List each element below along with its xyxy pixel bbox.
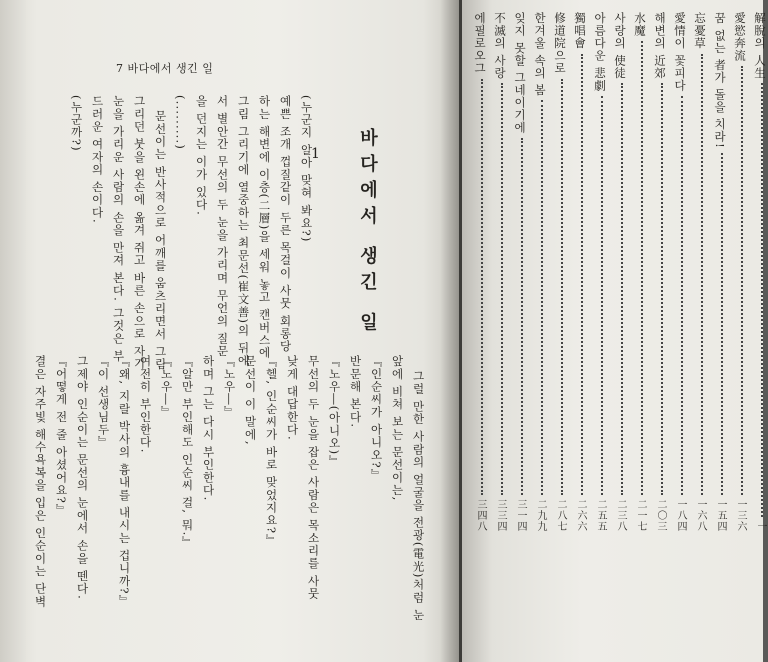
toc-entry bbox=[712, 12, 728, 532]
toc-entry-title: 사랑의 使徒 bbox=[613, 12, 627, 80]
toc-dot-leader bbox=[517, 138, 523, 495]
body-line: 여전히 부인한다. bbox=[138, 355, 153, 454]
chapter-title: 바다에서 생긴 일 bbox=[357, 128, 378, 339]
toc-entry-title: 不滅의 사랑 bbox=[493, 12, 507, 80]
toc-entry bbox=[612, 12, 628, 532]
body-line: 하는 해변에 이층(二層)을 세워 놓고 캔버스에 bbox=[257, 95, 272, 360]
toc-entry-title: 아름다운 悲劇 bbox=[593, 12, 607, 92]
toc-entry-title: 해변의 近郊 bbox=[653, 12, 667, 80]
body-line: 반문해 본다. bbox=[348, 355, 363, 429]
toc-entry-page: 二三八 bbox=[615, 499, 626, 532]
toc-dot-leader bbox=[717, 153, 723, 495]
body-line: 『노우―』 bbox=[159, 355, 174, 419]
toc-dot-leader bbox=[757, 83, 763, 517]
toc-dot-leader bbox=[477, 79, 483, 496]
body-line: 예쁜 조개 껍질같이 두른 목걸이 사뭇 회롱당 bbox=[278, 95, 293, 353]
toc-entry-page: 二一七 bbox=[635, 499, 646, 532]
toc-entry bbox=[472, 12, 488, 532]
toc-entry-title: 에필로오그 bbox=[473, 12, 487, 75]
body-line: 『인순씨가 아니오?』 bbox=[369, 355, 384, 482]
toc-entry-title: 愛情이 꽃피다 bbox=[673, 12, 687, 92]
body-line: 결은 자주빛 해수욕복을 입은 인순이는 단벽 bbox=[33, 355, 48, 608]
toc-entry-page: 三一四 bbox=[515, 499, 526, 532]
toc-entry-page: 一五四 bbox=[715, 499, 726, 532]
body-line: 그제야 인순이는 문선의 눈에서 손을 뗀다. bbox=[75, 355, 90, 601]
toc-entry bbox=[492, 12, 508, 532]
toc-entry-title: 獨唱會 bbox=[573, 12, 587, 50]
toc-entry-page: 二〇三 bbox=[655, 499, 666, 532]
body-line: 드러운 여자의 손이다. bbox=[90, 95, 105, 224]
running-head: 7 바다에서 생긴 일 bbox=[116, 62, 214, 75]
toc-dot-leader bbox=[577, 54, 583, 496]
toc-entry-title: 水魔 bbox=[633, 12, 647, 37]
toc-entry bbox=[752, 12, 768, 532]
body-line: 『어떻게 전 줄 아셨어요?』 bbox=[54, 355, 69, 517]
body-line: 문선이는 반사적으로 어깨를 움츠리면서 그림 bbox=[153, 110, 168, 371]
toc-dot-leader bbox=[557, 79, 563, 496]
body-line: 『헬, 인순씨가 바로 맞었지요?』 bbox=[264, 355, 279, 547]
toc-entry bbox=[512, 12, 528, 532]
body-line: 을 던지는 이가 있다. bbox=[194, 95, 209, 217]
toc-entry-title: 修道院으로 bbox=[553, 12, 567, 75]
toc-entry-page: 二八七 bbox=[555, 499, 566, 532]
body-line: 눈을 가리운 사람의 손을 만져 본다. 그것은 부 bbox=[111, 95, 126, 363]
toc-entry bbox=[572, 12, 588, 532]
body-line: (.........) bbox=[173, 95, 188, 151]
toc-dot-leader bbox=[597, 96, 603, 495]
body-line: (누군까?) bbox=[69, 95, 84, 152]
toc-entry bbox=[652, 12, 668, 532]
toc-dot-leader bbox=[537, 100, 543, 495]
body-line: 그림 그리기에 열중하는 최문선(崔文善)의 뒤에 bbox=[236, 95, 251, 368]
body-line: 그럴 만한 사람의 얼굴을 전광(電光)처럼 눈 bbox=[411, 370, 426, 622]
toc-entry-page: 三三四 bbox=[495, 499, 506, 532]
section-number: 1 bbox=[311, 146, 320, 162]
toc-entry bbox=[532, 12, 548, 532]
toc-entry-page: 三四八 bbox=[475, 499, 486, 532]
body-line: 문선이 이 말에, bbox=[243, 355, 258, 446]
toc-entry-page: 二五五 bbox=[595, 499, 606, 532]
body-line: 앞에 비쳐 보는 문선이는, bbox=[390, 355, 405, 502]
toc-entry-page: 二六六 bbox=[575, 499, 586, 532]
toc-entry-page: 一八四 bbox=[675, 499, 686, 532]
toc-entry-page: 一六八 bbox=[695, 499, 706, 532]
body-line: 『알만 부인해도 인순씨 걸, 뭐.』 bbox=[180, 355, 195, 550]
toc-entry-page: 一 bbox=[755, 521, 766, 532]
body-line: 그리던 붓을 왼손에 옮겨 쥐고 바른 손으로 자기 bbox=[132, 95, 147, 371]
body-line: 하며 그는 다시 부인한다. bbox=[201, 355, 216, 502]
toc-dot-leader bbox=[617, 83, 623, 495]
toc-entry bbox=[592, 12, 608, 532]
toc-entry-page: 二九九 bbox=[535, 499, 546, 532]
toc-entry bbox=[552, 12, 568, 532]
toc-entry-title: 한겨울 속의 봄 bbox=[533, 12, 547, 97]
toc-entry bbox=[732, 12, 748, 532]
toc-entry bbox=[632, 12, 648, 532]
body-line: (누군지 알아 맞혀 봐요?) bbox=[299, 95, 314, 243]
body-line: 『이 선생님두』 bbox=[96, 355, 111, 449]
toc-entry bbox=[672, 12, 688, 532]
toc-dot-leader bbox=[657, 83, 663, 495]
toc-entry-page: 一三六 bbox=[735, 499, 746, 532]
toc-dot-leader bbox=[637, 41, 643, 495]
right-book-page bbox=[462, 0, 767, 662]
body-line: 『노우―』 bbox=[222, 355, 237, 419]
body-line: 무선의 두 눈을 잡은 사람은 목소리를 사뭇 bbox=[306, 355, 321, 601]
page-edge bbox=[0, 0, 26, 662]
toc-dot-leader bbox=[737, 66, 743, 495]
toc-entry bbox=[692, 12, 708, 532]
toc-entry-title: 忘憂草 bbox=[693, 12, 707, 50]
toc-dot-leader bbox=[497, 83, 503, 495]
toc-dot-leader bbox=[697, 54, 703, 496]
body-line: 『노우―(아니오)』 bbox=[327, 355, 342, 468]
toc-entry-title: 愛慾奔流 bbox=[733, 12, 747, 62]
body-line: 서 별안간 무선의 두 눈을 가리며 무언의 질문 bbox=[215, 95, 230, 358]
body-line: 낮게 대답한다. bbox=[285, 355, 300, 441]
body-line: 『왜, 지랄 박사의 흉내를 내시는 겁니까?』 bbox=[117, 355, 132, 608]
toc-entry-title: 꿈 없는 者가 돌을 치라! bbox=[713, 12, 727, 149]
toc-entry-title: 잊지 못할 그네이기에 bbox=[513, 12, 527, 134]
toc-dot-leader bbox=[677, 96, 683, 495]
toc-entry-title: 解脫의 人生 bbox=[753, 12, 767, 80]
